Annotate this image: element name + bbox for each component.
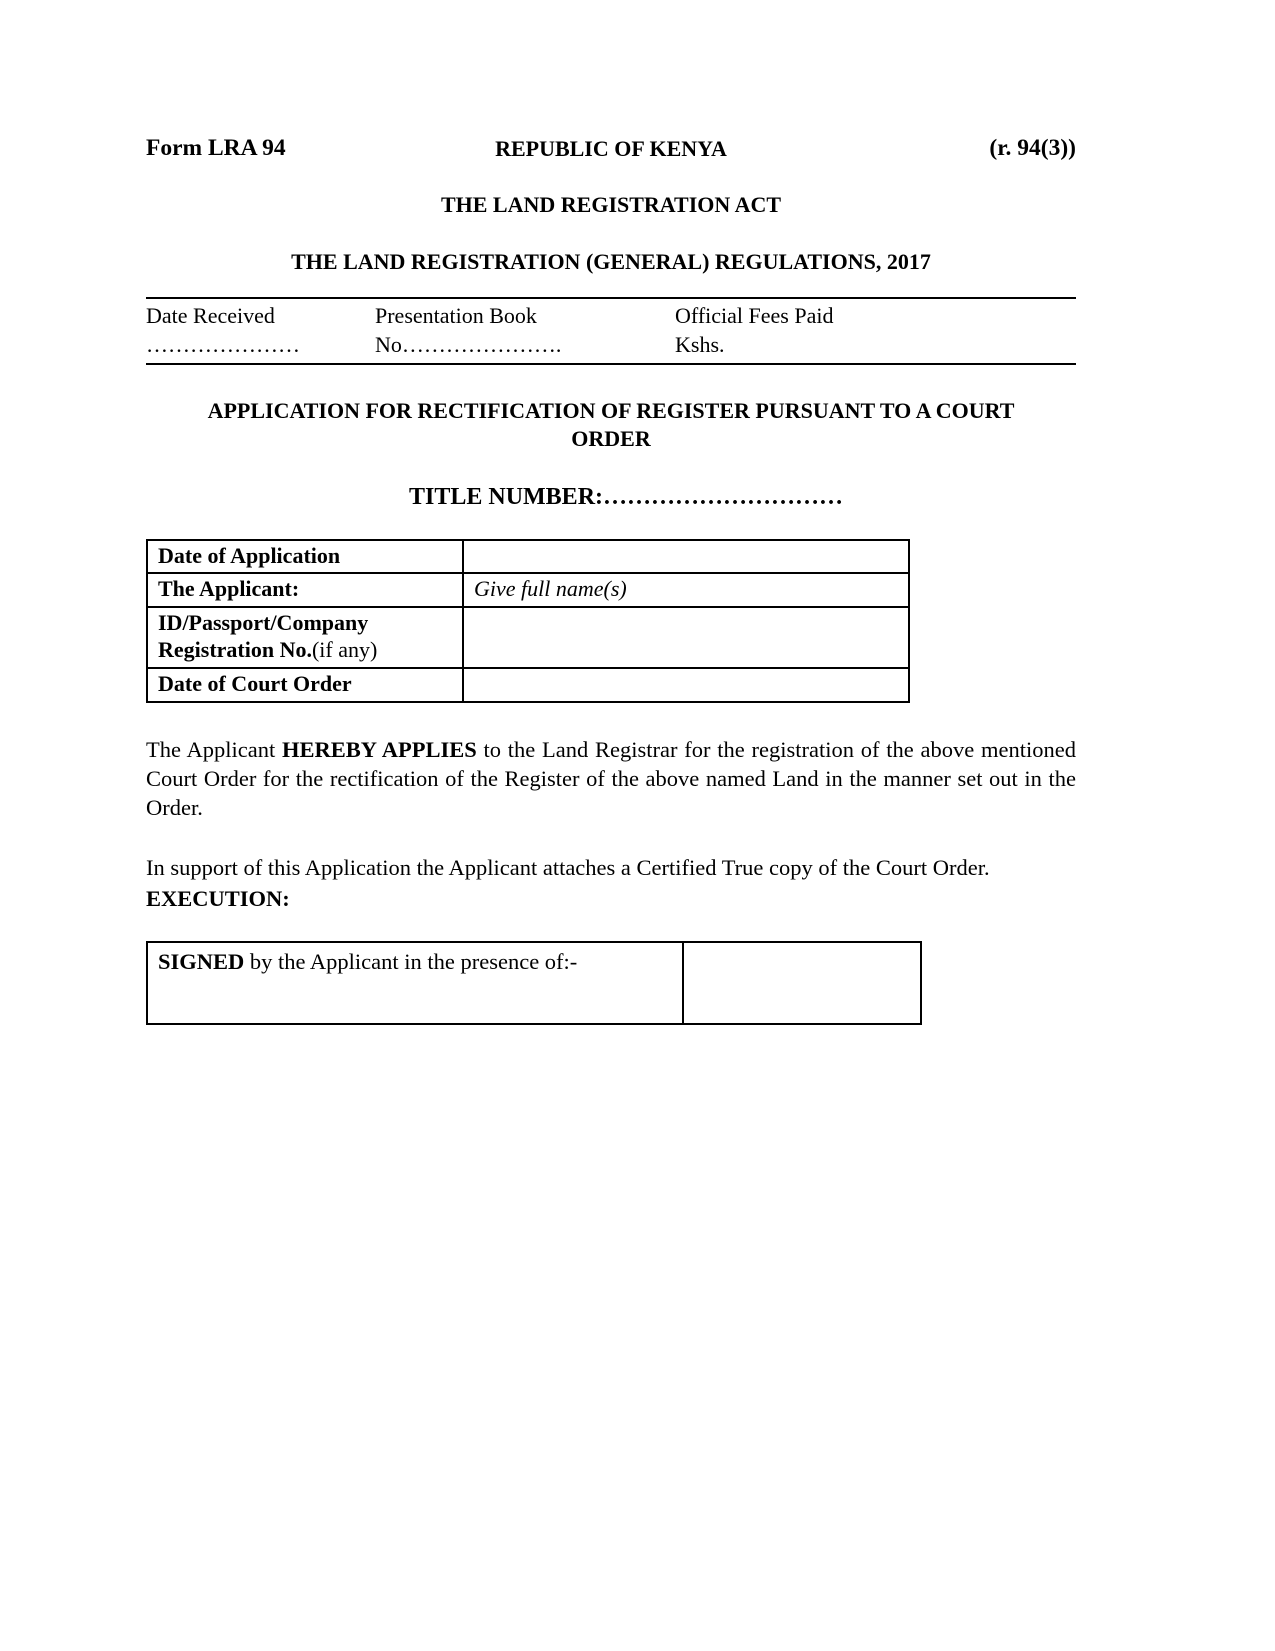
document-content [146, 136, 1076, 1025]
id-label-line1: ID/Passport/Company [158, 610, 369, 636]
para1-emphasis: HEREBY APPLIES [282, 736, 477, 762]
supporting-documents-paragraph: In support of this Application the Applicant attaches a Certified True copy of the Court Order. [146, 854, 990, 880]
table-row [147, 573, 909, 607]
para1-end: to the Land Registrar for the registration of the above mentioned Court Order for the rectification of the Register of the above named Land in the manner set out in the Order. [146, 736, 1076, 821]
applicant-hint: Give full name(s) [474, 576, 627, 602]
the-applicant-label: The Applicant: [147, 573, 463, 607]
id-passport-company-label [147, 607, 463, 668]
form-code: Form LRA 94 [146, 135, 286, 161]
table-row [147, 607, 909, 668]
date-of-application-value[interactable] [463, 540, 909, 574]
table-row [147, 668, 909, 702]
date-of-court-order-value[interactable] [463, 668, 909, 702]
execution-label: EXECUTION: [146, 885, 290, 911]
regulations-heading: THE LAND REGISTRATION (GENERAL) REGULATIONS, 2017 [291, 248, 931, 274]
application-statement-paragraph [146, 735, 1076, 823]
signed-rest-text: by the Applicant in the presence of:- [244, 949, 578, 975]
table-row [147, 942, 921, 1024]
id-label-suffix: (if any) [311, 637, 378, 663]
date-received-value[interactable]: ………………… [146, 332, 300, 358]
title-number-field[interactable]: TITLE NUMBER:………………………… [408, 483, 844, 510]
signature-table [146, 941, 922, 1025]
signed-by-applicant-cell [147, 942, 683, 1024]
official-fees-label: Official Fees Paid [675, 303, 834, 329]
receipt-strip [146, 297, 1076, 365]
republic-heading: REPUBLIC OF KENYA [495, 135, 727, 161]
date-of-court-order-label: Date of Court Order [147, 668, 463, 702]
act-heading: THE LAND REGISTRATION ACT [440, 192, 782, 218]
rule-reference: (r. 94(3)) [989, 135, 1076, 161]
id-passport-company-value[interactable] [463, 607, 909, 668]
table-row [147, 540, 909, 574]
id-label-line2: Registration No. [158, 637, 312, 663]
applicant-details-table [146, 539, 910, 703]
the-applicant-value[interactable] [463, 573, 909, 607]
application-title: APPLICATION FOR RECTIFICATION OF REGISTER PURSUANT TO A COURT ORDER [207, 398, 1015, 452]
official-fees-value[interactable]: Kshs. [675, 332, 725, 358]
para1-start: The Applicant [146, 736, 282, 762]
date-received-label: Date Received [146, 303, 275, 329]
signed-keyword: SIGNED [158, 949, 245, 975]
signature-entry-cell[interactable] [683, 942, 921, 1024]
receipt-values-row [146, 331, 1076, 359]
presentation-book-label: Presentation Book [375, 303, 537, 329]
date-of-application-label: Date of Application [147, 540, 463, 574]
receipt-labels-row [146, 302, 1076, 330]
presentation-book-value[interactable]: No…………………. [375, 332, 562, 358]
